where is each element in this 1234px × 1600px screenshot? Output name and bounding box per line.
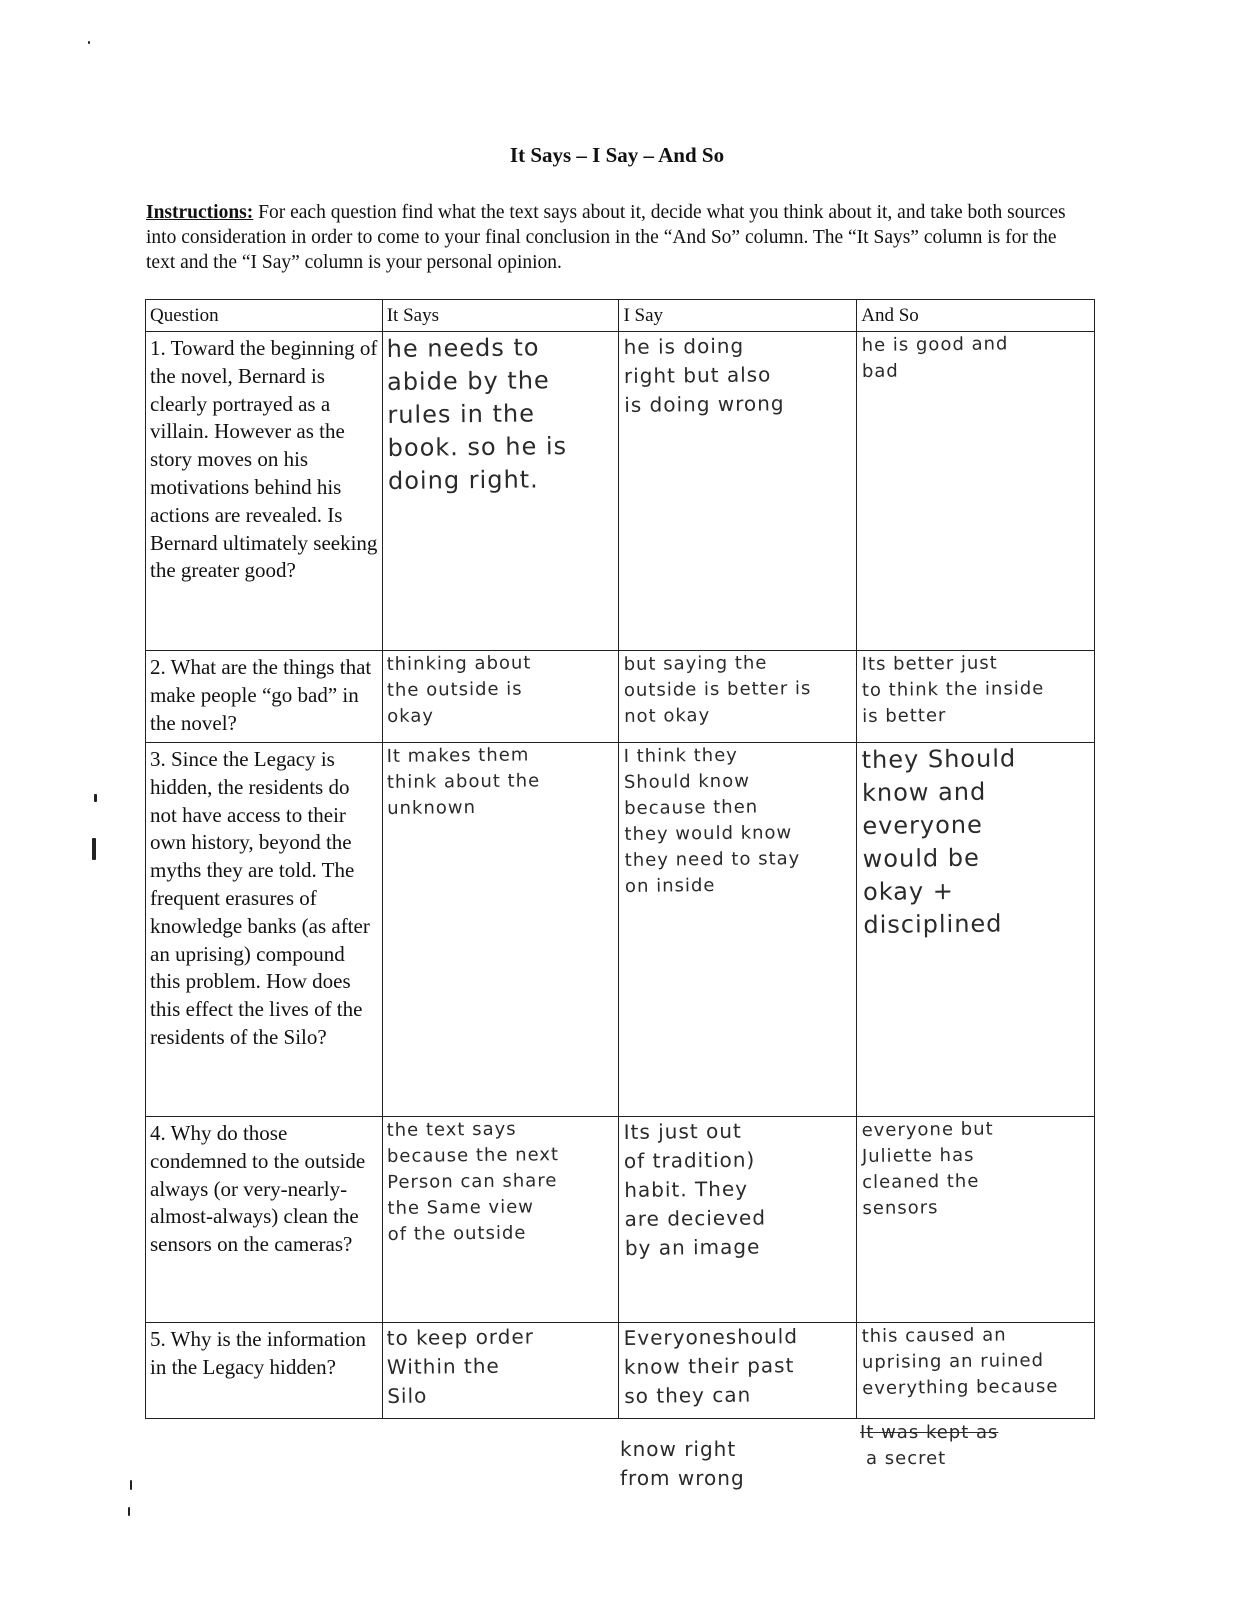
question-cell: 2. What are the things that make people “go bad” in the novel? [146,651,383,743]
and-so-cell: Its better just to think the inside is better [857,648,1096,742]
scan-speck [88,41,90,44]
i-say-cell: Everyoneshould know their past so they can [619,1320,858,1418]
header-question: Question [146,300,383,332]
question-cell: 3. Since the Legacy is hidden, the residents do not have access to their own history, beyond the myths they are told. The frequent erasures of knowledge banks (as after an uprising) compound this problem. How does this effect the lives of the residents of the Silo? [146,743,383,1117]
worksheet-table [145,299,1095,1419]
header-row [146,300,1095,332]
question-cell: 1. Toward the beginning of the novel, Bernard is clearly portrayed as a villain. However as the story moves on his motivations behind his actions are revealed. Is Bernard ultimately seeking the greater good? [146,332,383,651]
and-so-cell: this caused an uprising an ruined everything because [857,1320,1096,1418]
i-say-cell: but saying the outside is better is not okay [619,648,858,742]
i-say-overflow-text: know right from wrong [620,1437,745,1490]
table-row [146,743,1095,1117]
table-row [146,651,1095,743]
table-row [146,1117,1095,1323]
header-i-say: I Say [619,300,857,332]
scan-speck [92,838,96,860]
table-row [146,332,1095,651]
and-so-cell: they Should know and everyone would be okay + disciplined [857,740,1099,1116]
and-so-cell: everyone but Juliette has cleaned the sensors [857,1114,1097,1322]
scan-speck [130,1480,132,1490]
it-says-cell: the text says because the next Person can share the Same view of the outside [382,1114,621,1322]
it-says-cell: he needs to abide by the rules in the book. so he is doing right. [382,329,622,650]
instructions-text: For each question find what the text says about it, decide what you think about it, and take both sources into consideration in order to come to your final conclusion in the “And So” column. The “It Says” column is for the text and the “I Say” column is your personal opinion. [146,202,1066,273]
header-and-so: And So [857,300,1095,332]
instructions-label: Instructions: [146,202,254,223]
and-so-cell: he is good and bad [857,329,1098,650]
i-say-cell: I think they Should know because then they would know they need to stay on inside [619,740,861,1116]
scan-speck [128,1507,130,1516]
and-so-struck-text: It was kept as [860,1422,999,1443]
question-cell: 4. Why do those condemned to the outside always (or very-nearly-almost-always) clean the sensors on the cameras? [146,1117,383,1323]
i-say-cell: Its just out of tradition) habit. They are decieved by an image [619,1114,859,1322]
and-so-overflow-text: a secret [866,1448,947,1469]
i-say-cell: he is doing right but also is doing wrong [619,329,860,650]
question-cell: 5. Why is the information in the Legacy hidden? [146,1323,383,1419]
table-row [146,1323,1095,1419]
scan-speck [94,794,97,802]
it-says-cell: thinking about the outside is okay [382,648,620,742]
page-title: It Says – I Say – And So [509,143,725,167]
it-says-cell: It makes them think about the unknown [382,740,623,1116]
header-it-says: It Says [382,300,619,332]
it-says-cell: to keep order Within the Silo [382,1320,620,1418]
instructions [146,200,1086,275]
